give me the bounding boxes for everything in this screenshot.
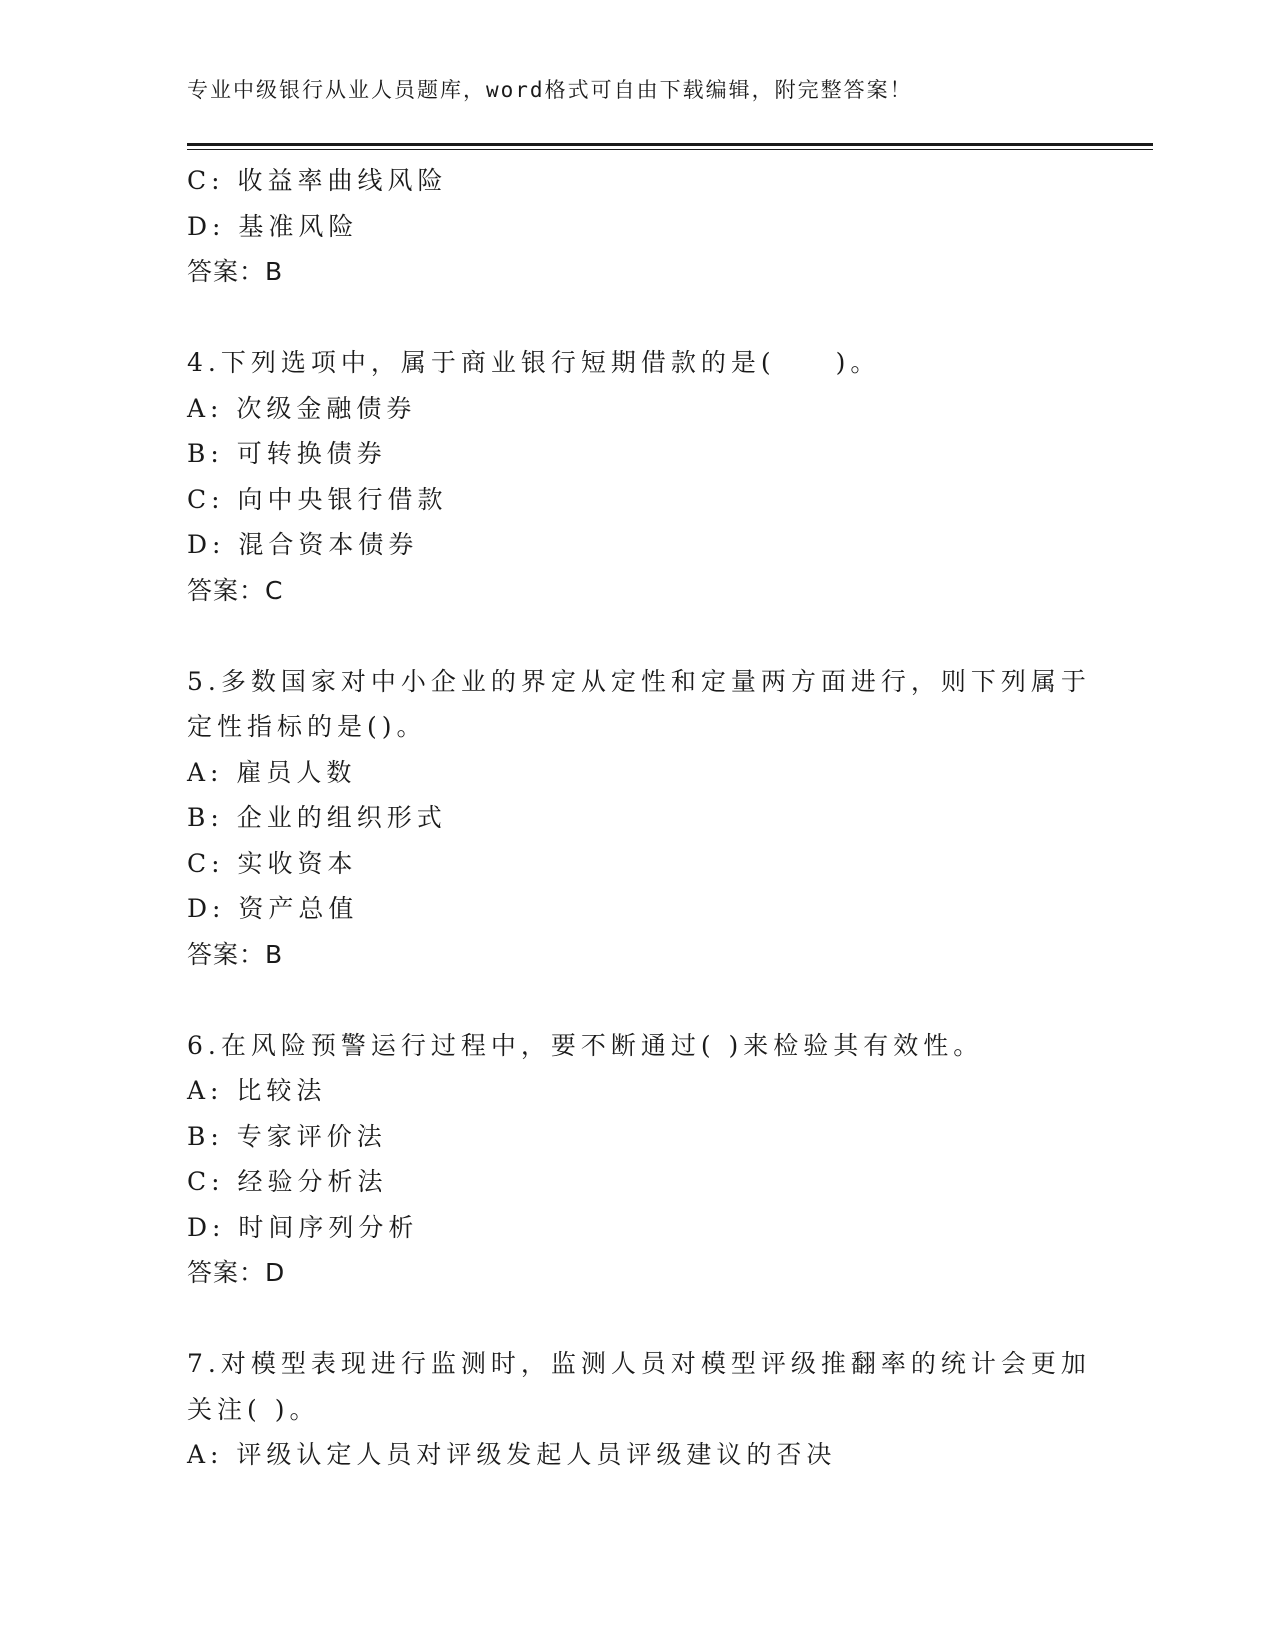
spacer [187,977,1087,1023]
question-text: 5.多数国家对中小企业的界定从定性和定量两方面进行，则下列属于 [187,666,1091,696]
question-text: 7.对模型表现进行监测时，监测人员对模型评级推翻率的统计会更加 [187,1349,1091,1378]
option-a: A: 次级金融债券 [187,393,417,423]
option-c: C: 经验分析法 [187,1167,388,1196]
question-block-4 [187,340,1087,613]
option-d: D: 基准风险 [187,211,359,241]
question-text-continued: 关注( )。 [187,1394,320,1424]
question-block-3 [187,158,1087,295]
option-c: C: 收益率曲线风险 [187,166,448,195]
option-c: C: 向中央银行借款 [187,484,448,514]
option-a: A: 比较法 [187,1076,327,1105]
question-content [187,158,1091,1478]
spacer [187,613,1087,659]
answer-line: 答案：B [187,939,284,969]
header-rule-thin [187,149,1153,150]
question-block-5 [187,659,1091,978]
question-text: 6.在风险预警运行过程中，要不断通过( )来检验其有效性。 [187,1030,984,1060]
question-text-continued: 定性指标的是()。 [187,712,427,741]
option-d: D: 资产总值 [187,894,359,923]
spacer [187,1296,1087,1342]
spacer [187,295,1087,341]
option-c: C: 实收资本 [187,848,358,878]
option-d: D: 时间序列分析 [187,1212,419,1242]
page-header: 专业中级银行从业人员题库，word格式可自由下载编辑，附完整答案！ [187,78,913,102]
answer-line: 答案：B [187,257,284,286]
answer-line: 答案：D [187,1258,286,1287]
option-b: B: 可转换债券 [187,439,387,468]
question-block-7 [187,1341,1091,1478]
question-block-6 [187,1023,1087,1296]
option-d: D: 混合资本债券 [187,530,419,559]
option-b: B: 专家评价法 [187,1121,387,1151]
option-a: A: 评级认定人员对评级发起人员评级建议的否决 [187,1440,837,1469]
header-rule-thick [187,143,1153,146]
answer-line: 答案：C [187,575,284,605]
question-text: 4.下列选项中，属于商业银行短期借款的是( )。 [187,348,881,377]
option-b: B: 企业的组织形式 [187,803,447,832]
option-a: A: 雇员人数 [187,757,357,787]
